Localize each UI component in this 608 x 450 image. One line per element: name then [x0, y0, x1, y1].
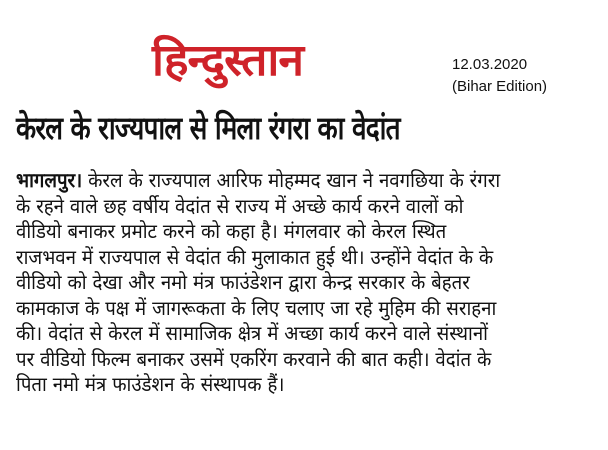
article-line: कामकाज के पक्ष में जागरूकता के लिए चलाए जा रहे मुहिम की सराहना [16, 295, 497, 320]
article-line: वीडियो बनाकर प्रमोट करने को कहा है। मंगलवार को केरल स्थित [16, 219, 447, 243]
article-line: पर वीडियो फिल्म बनाकर उसमें एकरिंग करवाने की बात कही। वेदांत के [16, 346, 492, 371]
article-line: भागलपुर। केरल के राज्यपाल आरिफ मोहम्मद खान ने नवगछिया के रंगरा [16, 168, 501, 192]
place-dateline: भागलपुर। [16, 168, 83, 192]
article-headline: केरल के राज्यपाल से मिला रंगरा का वेदांत [16, 109, 400, 147]
article-line: राजभवन में राज्यपाल से वेदांत की मुलाकात हुई थी। उन्होंने वेदांत के के [16, 244, 494, 269]
dateline [452, 54, 547, 98]
edition-label: (Bihar Edition) [452, 78, 548, 95]
article-line: की। वेदांत से केरल में सामाजिक क्षेत्र में अच्छा कार्य करने वाले संस्थानों [16, 321, 488, 345]
article-body [16, 168, 606, 398]
article-line: के रहने वाले छह वर्षीय वेदांत से राज्य में अच्छे कार्य करने वालों को [16, 193, 464, 218]
article-line: वीडियो को देखा और नमो मंत्र फाउंडेशन द्वारा केन्द्र सरकार के बेहतर [16, 270, 470, 294]
publication-date: 12.03.2020 [452, 56, 528, 73]
article-line: पिता नमो मंत्र फाउंडेशन के संस्थापक हैं। [16, 372, 285, 396]
newspaper-masthead-logo: हिन्दुस्तान [152, 35, 303, 86]
